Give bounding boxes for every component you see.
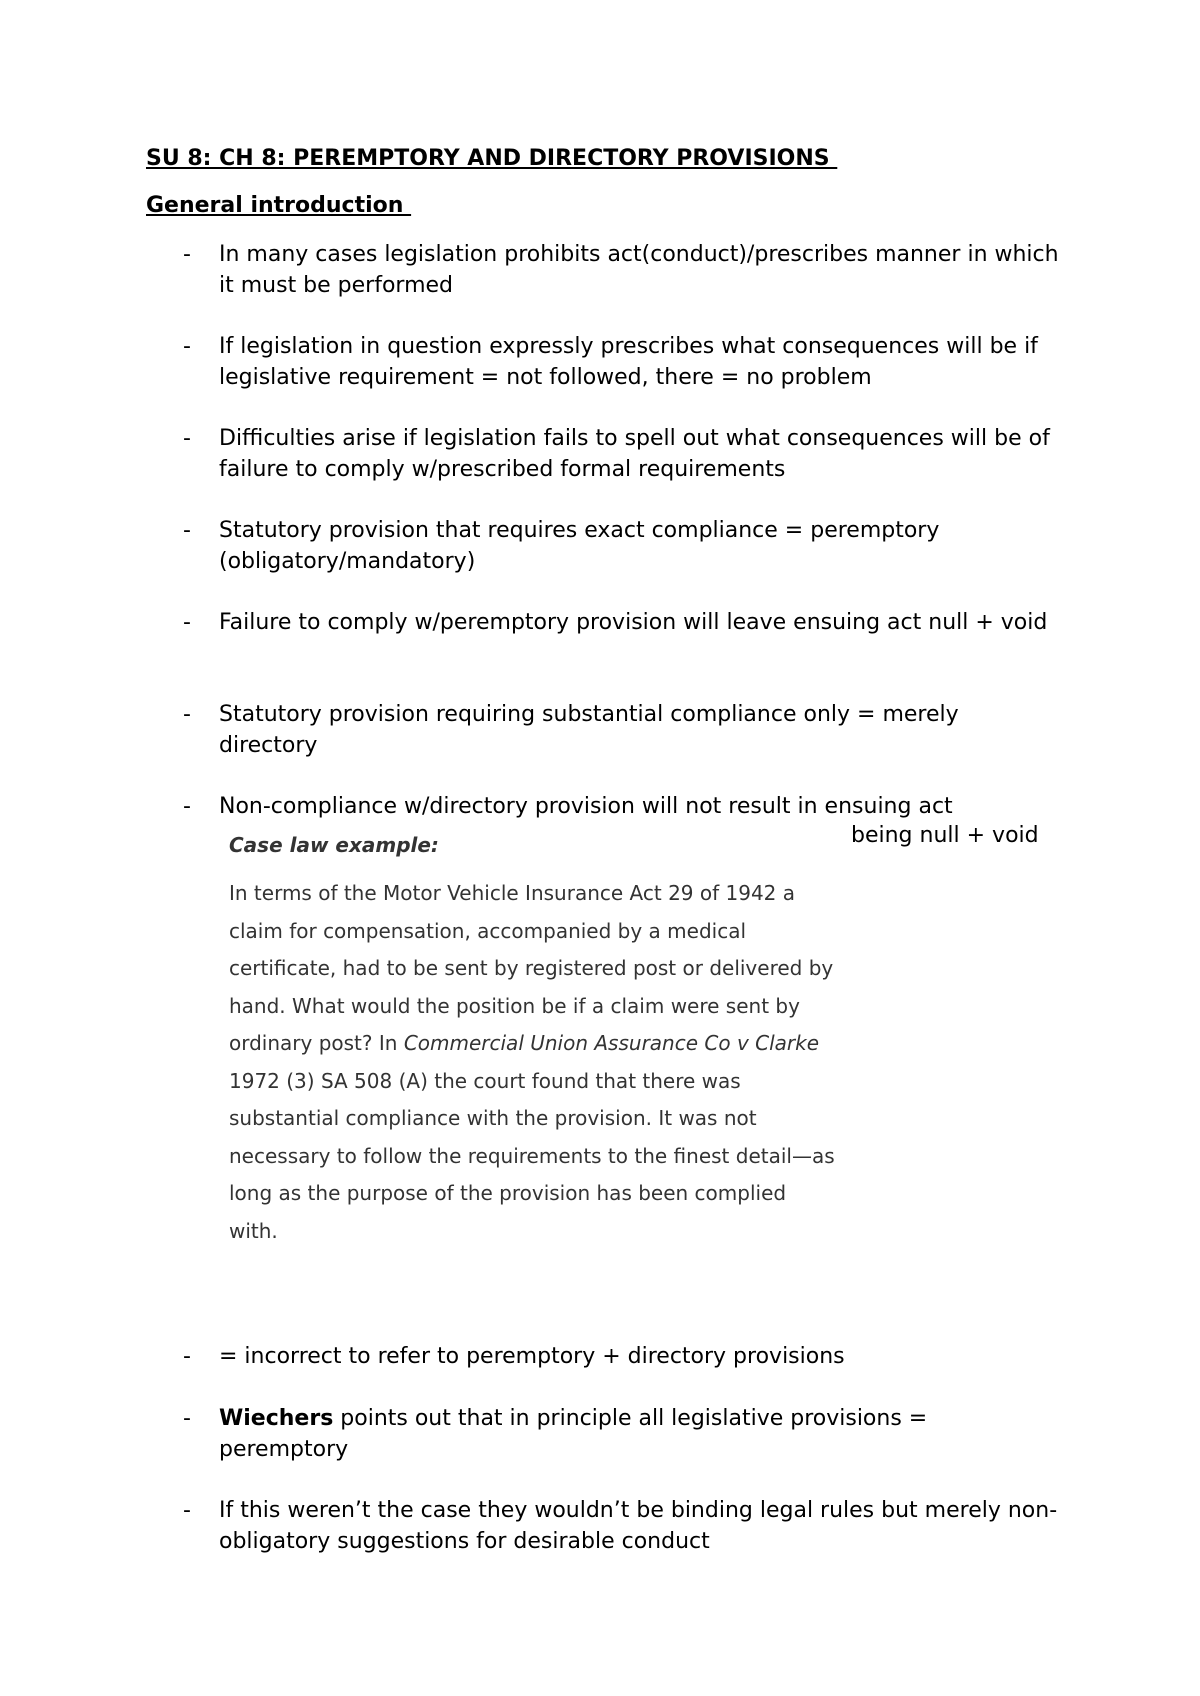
list-item-text [219,1403,1063,1465]
bullet-dash: - [183,610,191,635]
bullet-dash: - [183,1344,191,1369]
bullet-dash: - [183,702,191,727]
list-item [183,699,1063,761]
list-item-text: = incorrect to refer to peremptory + directory provisions [219,1344,845,1369]
list-item [183,515,1063,577]
list-item-text: If this weren’t the case they wouldn’t be binding legal rules but merely non-obligatory suggestions for desirable conduct [219,1498,1058,1554]
list-item-text-rest: points out that in principle all legislative provisions = peremptory [219,1406,928,1462]
list-item-text: Non-compliance w/directory provision will not result in ensuing act [219,794,953,819]
section-heading: General introduction [146,193,412,218]
case-text [229,875,839,1250]
bullet-dash: - [183,1406,191,1431]
author-name: Wiechers [219,1406,334,1431]
list-item-continuation: being null + void [851,823,1039,848]
list-item-text: Difficulties arise if legislation fails to spell out what consequences will be of failure to comply w/prescribed formal requirements [219,426,1050,482]
list-item-text: Statutory provision that requires exact compliance = peremptory (obligatory/mandatory) [219,518,940,574]
list-item-text: Failure to comply w/peremptory provision will leave ensuing act null + void [219,610,1048,635]
bullet-dash: - [183,334,191,359]
list-item [183,1341,1063,1372]
case-text-part: In terms of the Motor Vehicle Insurance Act 29 of 1942 a claim for compensation, accompanied by a medical certificate, had to be sent by registered post or delivered by hand. What would the position be if a claim were sent by ordinary post? In [229,881,834,1055]
list-item [183,239,1063,301]
list-item-text: If legislation in question expressly prescribes what consequences will be if legislative requirement = not followed, there = no problem [219,334,1038,390]
bullet-dash: - [183,1498,191,1523]
list-item [183,423,1063,485]
list-item [183,607,1063,638]
bullet-dash: - [183,242,191,267]
list-item [183,1495,1063,1557]
bullet-dash: - [183,518,191,543]
list-item [183,1403,1063,1465]
list-item [183,791,1063,822]
list-item [183,331,1063,393]
case-example-box [229,831,849,1250]
case-heading: Case law example: [229,833,439,857]
bullet-dash: - [183,794,191,819]
document-title: SU 8: CH 8: PEREMPTORY AND DIRECTORY PROVISIONS [146,146,838,171]
case-name: Commercial Union Assurance Co v Clarke [403,1031,820,1055]
list-item-text: In many cases legislation prohibits act(conduct)/prescribes manner in which it must be performed [219,242,1059,298]
list-item-text: Statutory provision requiring substantial compliance only = merely directory [219,702,959,758]
case-text-part: 1972 (3) SA 508 (A) the court found that there was substantial compliance with the provision. It was not necessary to follow the requirements to the finest detail—as long as the purpose of the provision has been complied with. [229,1068,835,1243]
bullet-dash: - [183,426,191,451]
